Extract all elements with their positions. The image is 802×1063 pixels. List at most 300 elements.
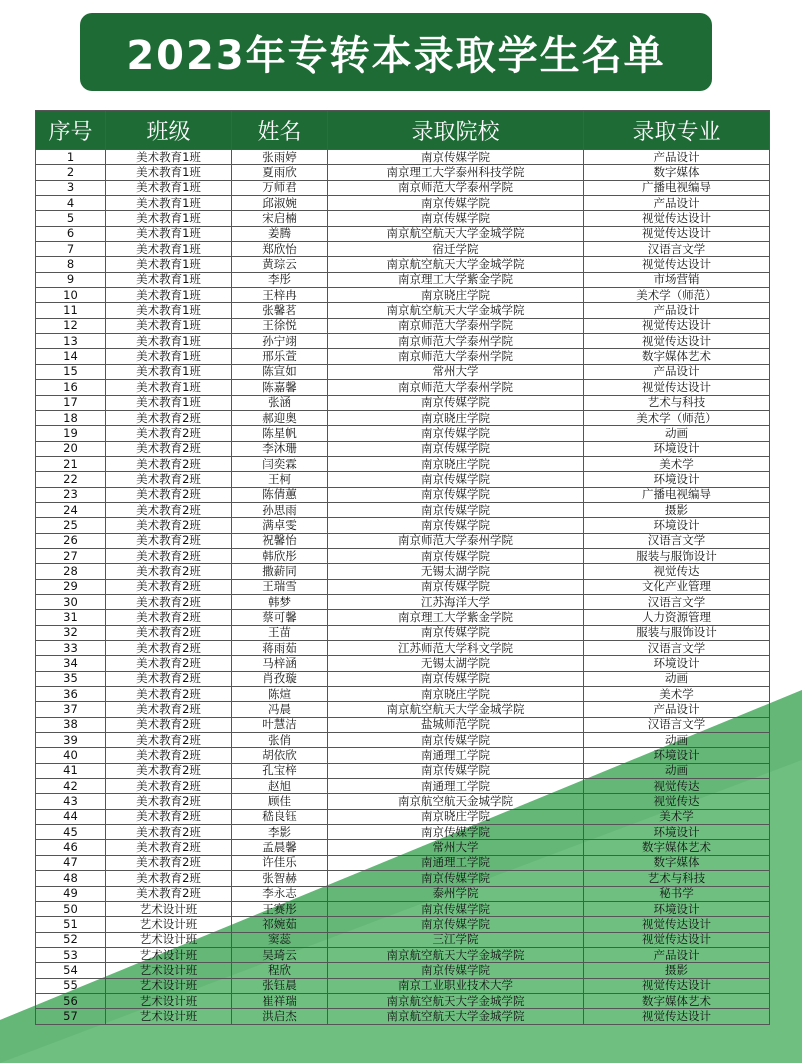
cell-class: 美术教育2班 — [106, 886, 232, 901]
cell-index: 42 — [36, 779, 106, 794]
cell-index: 36 — [36, 687, 106, 702]
cell-school: 南通理工学院 — [328, 855, 584, 870]
table-row — [36, 334, 770, 349]
cell-school: 南京晓庄学院 — [328, 410, 584, 425]
table-row — [36, 180, 770, 195]
table-row — [36, 978, 770, 993]
admission-table — [35, 110, 770, 1025]
cell-school: 南京航空航天大学金城学院 — [328, 257, 584, 272]
cell-class: 美术教育2班 — [106, 687, 232, 702]
cell-index: 8 — [36, 257, 106, 272]
cell-major: 汉语言文学 — [584, 594, 770, 609]
table-row — [36, 871, 770, 886]
cell-major: 环境设计 — [584, 518, 770, 533]
cell-school: 南京航空航天大学金城学院 — [328, 702, 584, 717]
cell-name: 李影 — [232, 825, 328, 840]
table-row — [36, 272, 770, 287]
cell-name: 冯晨 — [232, 702, 328, 717]
cell-major: 视觉传达设计 — [584, 978, 770, 993]
cell-name: 叶慧洁 — [232, 717, 328, 732]
table-body — [36, 150, 770, 1025]
cell-class: 美术教育1班 — [106, 364, 232, 379]
cell-name: 王瑞雪 — [232, 579, 328, 594]
cell-index: 39 — [36, 733, 106, 748]
cell-class: 美术教育1班 — [106, 150, 232, 165]
table-row — [36, 196, 770, 211]
cell-school: 南京理工大学泰州科技学院 — [328, 165, 584, 180]
cell-index: 48 — [36, 871, 106, 886]
table-row — [36, 763, 770, 778]
table-row — [36, 610, 770, 625]
cell-major: 美术学 — [584, 809, 770, 824]
cell-name: 满卓雯 — [232, 518, 328, 533]
table-row — [36, 548, 770, 563]
cell-major: 美术学 — [584, 687, 770, 702]
cell-name: 李彤 — [232, 272, 328, 287]
table-row — [36, 579, 770, 594]
cell-major: 艺术与科技 — [584, 871, 770, 886]
cell-school: 南京传媒学院 — [328, 426, 584, 441]
cell-major: 视觉传达设计 — [584, 318, 770, 333]
cell-index: 41 — [36, 763, 106, 778]
cell-index: 25 — [36, 518, 106, 533]
cell-index: 55 — [36, 978, 106, 993]
cell-index: 56 — [36, 993, 106, 1008]
cell-school: 南京师范大学泰州学院 — [328, 533, 584, 548]
cell-index: 12 — [36, 318, 106, 333]
cell-major: 环境设计 — [584, 656, 770, 671]
table-row — [36, 794, 770, 809]
table-row — [36, 963, 770, 978]
cell-name: 王赛彤 — [232, 901, 328, 916]
cell-school: 江苏师范大学科文学院 — [328, 641, 584, 656]
cell-school: 宿迁学院 — [328, 242, 584, 257]
cell-index: 5 — [36, 211, 106, 226]
cell-name: 郝迎奥 — [232, 410, 328, 425]
table-header-row — [36, 111, 770, 150]
table-row — [36, 380, 770, 395]
cell-class: 美术教育2班 — [106, 656, 232, 671]
cell-class: 美术教育1班 — [106, 380, 232, 395]
cell-school: 南京传媒学院 — [328, 579, 584, 594]
cell-name: 孙宁翊 — [232, 334, 328, 349]
cell-class: 美术教育1班 — [106, 165, 232, 180]
cell-major: 服装与服饰设计 — [584, 548, 770, 563]
cell-school: 南京传媒学院 — [328, 763, 584, 778]
cell-school: 南京传媒学院 — [328, 625, 584, 640]
cell-school: 南京传媒学院 — [328, 917, 584, 932]
table-row — [36, 733, 770, 748]
table-row — [36, 165, 770, 180]
cell-major: 数字媒体 — [584, 855, 770, 870]
cell-major: 汉语言文学 — [584, 533, 770, 548]
cell-school: 南京航空航天大学金城学院 — [328, 947, 584, 962]
cell-class: 美术教育2班 — [106, 702, 232, 717]
cell-name: 孟晨馨 — [232, 840, 328, 855]
cell-school: 泰州学院 — [328, 886, 584, 901]
cell-major: 视觉传达设计 — [584, 334, 770, 349]
cell-major: 动画 — [584, 733, 770, 748]
page-title: 2023年专转本录取学生名单 — [126, 32, 666, 79]
cell-school: 江苏海洋大学 — [328, 594, 584, 609]
table-row — [36, 518, 770, 533]
cell-class: 美术教育2班 — [106, 426, 232, 441]
cell-class: 美术教育2班 — [106, 763, 232, 778]
cell-index: 44 — [36, 809, 106, 824]
cell-major: 广播电视编导 — [584, 180, 770, 195]
cell-school: 南通理工学院 — [328, 779, 584, 794]
cell-name: 洪启杰 — [232, 1009, 328, 1024]
cell-major: 视觉传达 — [584, 564, 770, 579]
cell-index: 46 — [36, 840, 106, 855]
cell-index: 32 — [36, 625, 106, 640]
cell-index: 33 — [36, 641, 106, 656]
cell-name: 窦蕊 — [232, 932, 328, 947]
cell-class: 艺术设计班 — [106, 932, 232, 947]
cell-index: 9 — [36, 272, 106, 287]
cell-major: 产品设计 — [584, 364, 770, 379]
cell-name: 嵇良钰 — [232, 809, 328, 824]
cell-name: 张馨茗 — [232, 303, 328, 318]
cell-major: 环境设计 — [584, 825, 770, 840]
cell-class: 美术教育2班 — [106, 671, 232, 686]
cell-school: 南京传媒学院 — [328, 487, 584, 502]
table-row — [36, 410, 770, 425]
cell-name: 张智赫 — [232, 871, 328, 886]
cell-school: 南京传媒学院 — [328, 441, 584, 456]
cell-index: 26 — [36, 533, 106, 548]
cell-school: 南京工业职业技术大学 — [328, 978, 584, 993]
cell-class: 艺术设计班 — [106, 1009, 232, 1024]
cell-class: 美术教育2班 — [106, 733, 232, 748]
cell-index: 27 — [36, 548, 106, 563]
cell-major: 人力资源管理 — [584, 610, 770, 625]
table-row — [36, 932, 770, 947]
table-row — [36, 641, 770, 656]
cell-name: 韩梦 — [232, 594, 328, 609]
cell-class: 美术教育2班 — [106, 472, 232, 487]
table-row — [36, 318, 770, 333]
cell-major: 数字媒体艺术 — [584, 840, 770, 855]
cell-name: 蔡可馨 — [232, 610, 328, 625]
cell-class: 美术教育2班 — [106, 564, 232, 579]
cell-major: 视觉传达设计 — [584, 211, 770, 226]
cell-school: 南京理工大学紫金学院 — [328, 272, 584, 287]
cell-major: 环境设计 — [584, 901, 770, 916]
cell-major: 摄影 — [584, 963, 770, 978]
cell-class: 美术教育2班 — [106, 594, 232, 609]
cell-class: 美术教育2班 — [106, 487, 232, 502]
cell-major: 视觉传达设计 — [584, 1009, 770, 1024]
table-row — [36, 687, 770, 702]
cell-class: 美术教育1班 — [106, 226, 232, 241]
cell-index: 51 — [36, 917, 106, 932]
header-school: 录取院校 — [328, 111, 584, 150]
cell-name: 李沐珊 — [232, 441, 328, 456]
cell-name: 陈煊 — [232, 687, 328, 702]
cell-class: 艺术设计班 — [106, 993, 232, 1008]
cell-school: 南京传媒学院 — [328, 901, 584, 916]
cell-index: 53 — [36, 947, 106, 962]
cell-name: 张雨婷 — [232, 150, 328, 165]
table-row — [36, 441, 770, 456]
cell-class: 美术教育2班 — [106, 825, 232, 840]
cell-class: 美术教育2班 — [106, 441, 232, 456]
table-row — [36, 625, 770, 640]
cell-name: 肖孜璇 — [232, 671, 328, 686]
table-row — [36, 702, 770, 717]
cell-class: 美术教育2班 — [106, 502, 232, 517]
cell-major: 美术学（师范） — [584, 288, 770, 303]
cell-school: 南京理工大学紫金学院 — [328, 610, 584, 625]
cell-school: 南京师范大学泰州学院 — [328, 334, 584, 349]
cell-major: 美术学 — [584, 456, 770, 471]
cell-class: 艺术设计班 — [106, 901, 232, 916]
cell-class: 美术教育2班 — [106, 456, 232, 471]
table-row — [36, 426, 770, 441]
table-row — [36, 364, 770, 379]
cell-class: 美术教育1班 — [106, 318, 232, 333]
table-row — [36, 487, 770, 502]
cell-school: 南京师范大学泰州学院 — [328, 180, 584, 195]
header-class: 班级 — [106, 111, 232, 150]
cell-school: 南京师范大学泰州学院 — [328, 318, 584, 333]
cell-class: 美术教育1班 — [106, 334, 232, 349]
cell-index: 21 — [36, 456, 106, 471]
cell-major: 汉语言文学 — [584, 717, 770, 732]
cell-class: 美术教育2班 — [106, 779, 232, 794]
table-row — [36, 288, 770, 303]
cell-class: 美术教育1班 — [106, 395, 232, 410]
cell-school: 南京传媒学院 — [328, 518, 584, 533]
cell-school: 南京传媒学院 — [328, 395, 584, 410]
cell-school: 无锡太湖学院 — [328, 656, 584, 671]
cell-index: 45 — [36, 825, 106, 840]
cell-class: 美术教育1班 — [106, 257, 232, 272]
cell-class: 美术教育2班 — [106, 533, 232, 548]
cell-major: 产品设计 — [584, 947, 770, 962]
cell-index: 10 — [36, 288, 106, 303]
header-major: 录取专业 — [584, 111, 770, 150]
cell-school: 南京传媒学院 — [328, 472, 584, 487]
cell-school: 常州大学 — [328, 364, 584, 379]
cell-school: 南京传媒学院 — [328, 963, 584, 978]
cell-name: 邢乐萱 — [232, 349, 328, 364]
cell-name: 姜腾 — [232, 226, 328, 241]
admission-table-container — [35, 110, 769, 1025]
header-index: 序号 — [36, 111, 106, 150]
cell-school: 南京传媒学院 — [328, 871, 584, 886]
cell-school: 南京航空航天大学金城学院 — [328, 303, 584, 318]
cell-name: 邱淑婉 — [232, 196, 328, 211]
table-row — [36, 917, 770, 932]
cell-index: 18 — [36, 410, 106, 425]
cell-major: 文化产业管理 — [584, 579, 770, 594]
table-row — [36, 349, 770, 364]
cell-index: 17 — [36, 395, 106, 410]
cell-index: 38 — [36, 717, 106, 732]
cell-major: 环境设计 — [584, 748, 770, 763]
cell-major: 动画 — [584, 763, 770, 778]
table-row — [36, 671, 770, 686]
cell-school: 南京传媒学院 — [328, 825, 584, 840]
cell-index: 40 — [36, 748, 106, 763]
cell-class: 艺术设计班 — [106, 947, 232, 962]
cell-name: 张涵 — [232, 395, 328, 410]
table-row — [36, 242, 770, 257]
cell-class: 美术教育1班 — [106, 272, 232, 287]
cell-class: 美术教育2班 — [106, 748, 232, 763]
cell-major: 产品设计 — [584, 303, 770, 318]
cell-major: 艺术与科技 — [584, 395, 770, 410]
cell-class: 美术教育2班 — [106, 855, 232, 870]
cell-major: 视觉传达设计 — [584, 932, 770, 947]
cell-major: 广播电视编导 — [584, 487, 770, 502]
cell-school: 三江学院 — [328, 932, 584, 947]
cell-name: 夏雨欣 — [232, 165, 328, 180]
table-row — [36, 779, 770, 794]
cell-index: 4 — [36, 196, 106, 211]
cell-name: 蒋雨茹 — [232, 641, 328, 656]
cell-name: 祁婉茹 — [232, 917, 328, 932]
cell-class: 美术教育2班 — [106, 625, 232, 640]
cell-school: 盐城师范学院 — [328, 717, 584, 732]
cell-name: 祝馨怡 — [232, 533, 328, 548]
cell-class: 美术教育1班 — [106, 303, 232, 318]
cell-class: 美术教育2班 — [106, 840, 232, 855]
cell-index: 30 — [36, 594, 106, 609]
cell-school: 南京传媒学院 — [328, 196, 584, 211]
cell-school: 南京传媒学院 — [328, 502, 584, 517]
table-row — [36, 226, 770, 241]
cell-name: 宋启楠 — [232, 211, 328, 226]
cell-school: 南京传媒学院 — [328, 211, 584, 226]
cell-index: 6 — [36, 226, 106, 241]
cell-school: 南京传媒学院 — [328, 671, 584, 686]
cell-class: 美术教育2班 — [106, 410, 232, 425]
cell-name: 张钰晨 — [232, 978, 328, 993]
table-row — [36, 456, 770, 471]
cell-name: 王梓冉 — [232, 288, 328, 303]
table-row — [36, 594, 770, 609]
cell-index: 1 — [36, 150, 106, 165]
cell-name: 许佳乐 — [232, 855, 328, 870]
cell-school: 常州大学 — [328, 840, 584, 855]
cell-index: 13 — [36, 334, 106, 349]
table-row — [36, 564, 770, 579]
cell-name: 韩欣彤 — [232, 548, 328, 563]
cell-class: 艺术设计班 — [106, 978, 232, 993]
cell-class: 美术教育2班 — [106, 518, 232, 533]
cell-name: 万师君 — [232, 180, 328, 195]
table-row — [36, 150, 770, 165]
cell-index: 24 — [36, 502, 106, 517]
cell-name: 王徐悦 — [232, 318, 328, 333]
cell-school: 南京传媒学院 — [328, 733, 584, 748]
cell-major: 动画 — [584, 426, 770, 441]
cell-name: 陈倩蕙 — [232, 487, 328, 502]
cell-major: 环境设计 — [584, 472, 770, 487]
cell-major: 数字媒体 — [584, 165, 770, 180]
cell-major: 数字媒体艺术 — [584, 349, 770, 364]
cell-class: 美术教育2班 — [106, 794, 232, 809]
cell-index: 2 — [36, 165, 106, 180]
cell-school: 南京晓庄学院 — [328, 809, 584, 824]
header-name: 姓名 — [232, 111, 328, 150]
table-row — [36, 886, 770, 901]
cell-major: 汉语言文学 — [584, 641, 770, 656]
cell-school: 南通理工学院 — [328, 748, 584, 763]
cell-major: 动画 — [584, 671, 770, 686]
cell-index: 52 — [36, 932, 106, 947]
cell-class: 美术教育1班 — [106, 242, 232, 257]
cell-name: 李永志 — [232, 886, 328, 901]
table-row — [36, 855, 770, 870]
cell-index: 29 — [36, 579, 106, 594]
cell-class: 美术教育1班 — [106, 288, 232, 303]
cell-index: 54 — [36, 963, 106, 978]
cell-class: 美术教育1班 — [106, 180, 232, 195]
cell-index: 15 — [36, 364, 106, 379]
table-row — [36, 748, 770, 763]
table-row — [36, 472, 770, 487]
cell-major: 市场营销 — [584, 272, 770, 287]
cell-class: 艺术设计班 — [106, 963, 232, 978]
table-row — [36, 825, 770, 840]
cell-name: 马梓涵 — [232, 656, 328, 671]
table-row — [36, 656, 770, 671]
cell-school: 南京传媒学院 — [328, 548, 584, 563]
cell-major: 服装与服饰设计 — [584, 625, 770, 640]
cell-major: 产品设计 — [584, 196, 770, 211]
cell-index: 49 — [36, 886, 106, 901]
cell-class: 美术教育2班 — [106, 610, 232, 625]
cell-major: 视觉传达 — [584, 794, 770, 809]
cell-name: 郑欣怡 — [232, 242, 328, 257]
table-row — [36, 809, 770, 824]
cell-major: 视觉传达设计 — [584, 380, 770, 395]
cell-major: 视觉传达设计 — [584, 226, 770, 241]
cell-index: 57 — [36, 1009, 106, 1024]
cell-school: 南京师范大学泰州学院 — [328, 380, 584, 395]
cell-school: 南京航空航天金城学院 — [328, 794, 584, 809]
cell-school: 南京晓庄学院 — [328, 456, 584, 471]
cell-index: 37 — [36, 702, 106, 717]
table-row — [36, 717, 770, 732]
table-row — [36, 211, 770, 226]
cell-index: 20 — [36, 441, 106, 456]
cell-name: 程欣 — [232, 963, 328, 978]
cell-major: 摄影 — [584, 502, 770, 517]
cell-name: 陈星帆 — [232, 426, 328, 441]
table-row — [36, 257, 770, 272]
cell-index: 19 — [36, 426, 106, 441]
cell-index: 31 — [36, 610, 106, 625]
cell-name: 陈嘉馨 — [232, 380, 328, 395]
cell-name: 孔宝梓 — [232, 763, 328, 778]
cell-index: 43 — [36, 794, 106, 809]
cell-class: 美术教育2班 — [106, 871, 232, 886]
cell-school: 南京师范大学泰州学院 — [328, 349, 584, 364]
cell-name: 撒薪同 — [232, 564, 328, 579]
cell-major: 视觉传达设计 — [584, 257, 770, 272]
cell-index: 35 — [36, 671, 106, 686]
cell-index: 28 — [36, 564, 106, 579]
table-row — [36, 1009, 770, 1024]
cell-index: 16 — [36, 380, 106, 395]
cell-index: 14 — [36, 349, 106, 364]
cell-name: 王苗 — [232, 625, 328, 640]
